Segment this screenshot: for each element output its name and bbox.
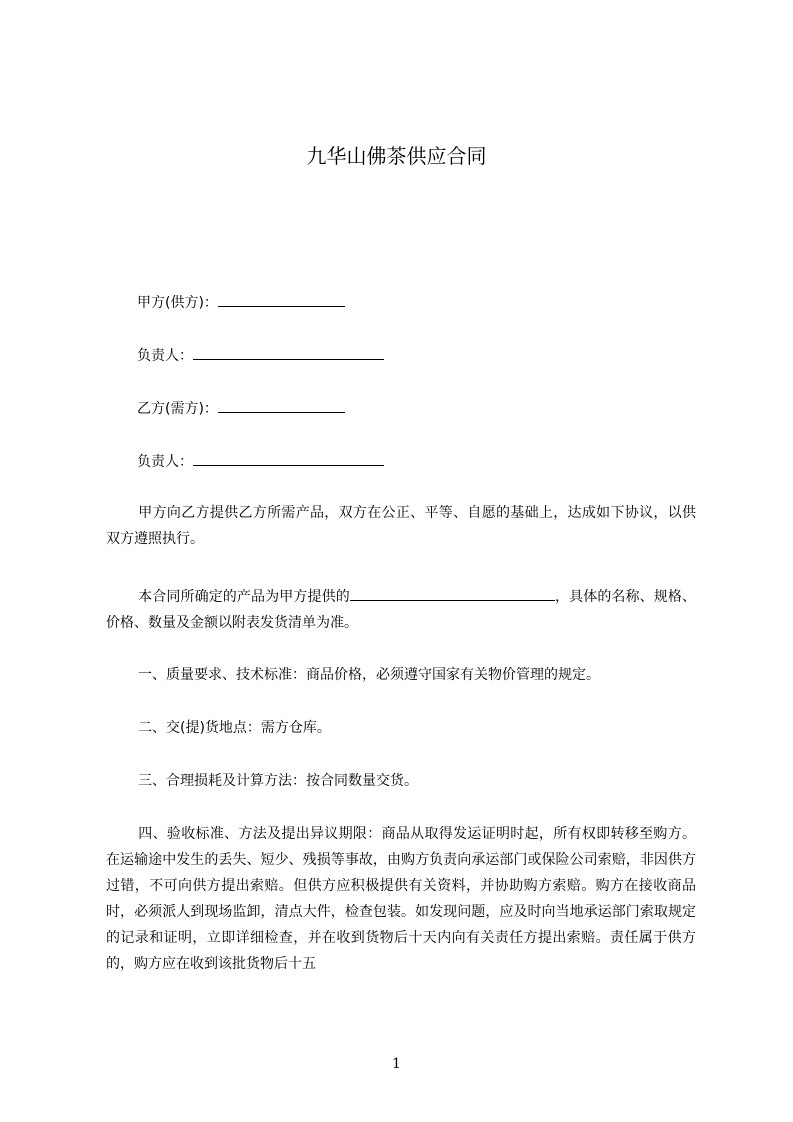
clause-1-text: 一、质量要求、技术标准：商品价格，必须遵守国家有关物价管理的规定。	[138, 667, 600, 683]
product-name-blank	[350, 586, 555, 601]
clause-3	[106, 768, 696, 794]
intro-paragraph	[106, 500, 696, 552]
party-a-rep-line	[137, 345, 384, 366]
clause-4	[106, 821, 696, 977]
party-a-label: 甲方(供方)：	[137, 295, 218, 311]
clause-2	[106, 715, 696, 741]
clause-4-text: 四、验收标准、方法及提出异议期限：商品从取得发运证明时起，所有权即转移至购方。在运输途中发生的丢失、短少、残损等事故，由购方负责向承运部门或保险公司索赔，非因供方过错，不可向供方提出索赔。但供方应积极提供有关资料，并协助购方索赔。购方在接收商品时，必须派人到现场监卸，清点大件，检查包装。如发现问题，应及时向当地承运部门索取规定的记录和证明，立即详细检查，并在收到货物后十天内向有关责任方提出索赔。责任属于供方的，购方应在收到该批货物后十五	[106, 826, 696, 972]
clause-1	[106, 662, 696, 688]
party-b-rep-label: 负责人：	[137, 454, 193, 470]
party-a-line	[137, 292, 345, 313]
product-clause-suffix: ，具体的名称、规格、价格、数量及金额以附表发货清单为准。	[106, 589, 697, 631]
party-b-line	[137, 398, 345, 419]
clause-2-text: 二、交(提)货地点：需方仓库。	[138, 720, 331, 736]
party-b-rep-line	[137, 451, 384, 472]
intro-text: 甲方向乙方提供乙方所需产品，双方在公正、平等、自愿的基础上，达成如下协议，以供双方遵照执行。	[106, 505, 696, 547]
document-title: 九华山佛茶供应合同	[306, 144, 487, 168]
party-a-rep-blank	[193, 345, 384, 360]
party-a-blank	[218, 292, 345, 307]
party-a-rep-label: 负责人：	[137, 348, 193, 364]
product-clause-prefix: 本合同所确定的产品为甲方提供的	[138, 589, 350, 605]
party-b-blank	[218, 398, 345, 413]
page-number: 1	[392, 1056, 401, 1072]
product-clause-paragraph	[106, 584, 696, 636]
party-b-label: 乙方(需方)：	[137, 401, 218, 417]
party-b-rep-blank	[193, 451, 384, 466]
clause-3-text: 三、合理损耗及计算方法：按合同数量交货。	[138, 773, 418, 789]
